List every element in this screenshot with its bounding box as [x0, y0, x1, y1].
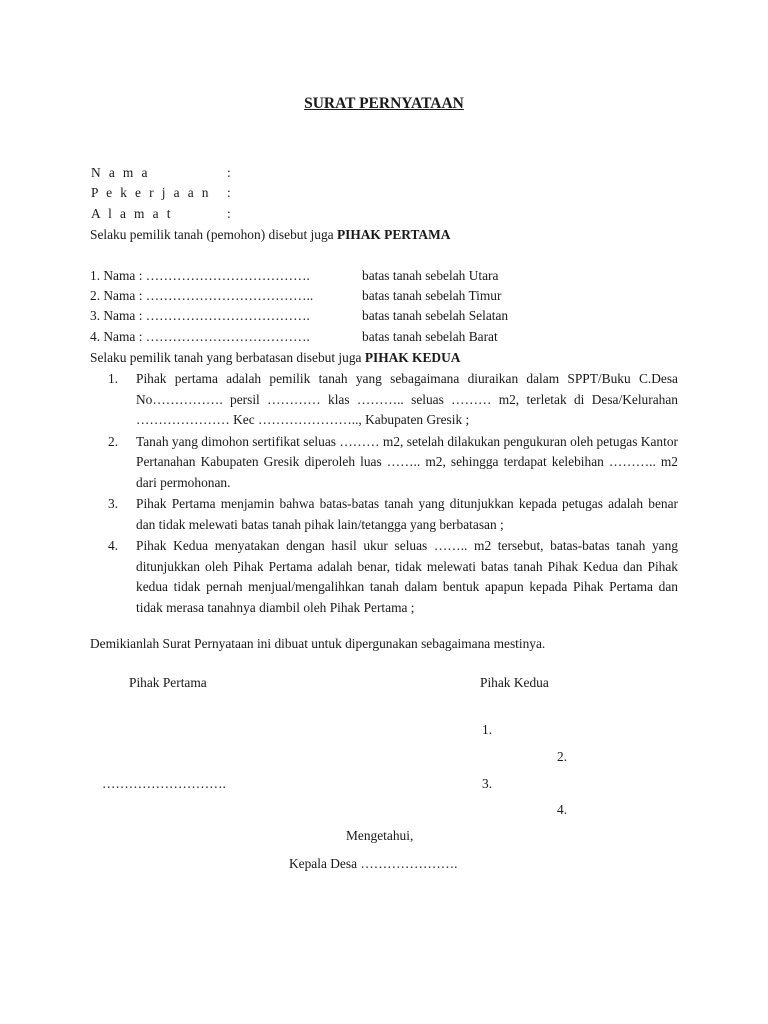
- second-party-signature-4: 4.: [557, 802, 568, 817]
- list-item-number: 4.: [108, 538, 119, 553]
- first-party-statement: [90, 225, 450, 246]
- identity-separator: :: [227, 185, 231, 200]
- list-item: [108, 536, 678, 618]
- neighbor-name: 1. Nama : ……………………………….: [90, 268, 310, 283]
- first-party-signature-line: ……………………….: [102, 776, 226, 791]
- neighbor-row-south: [90, 306, 508, 327]
- list-item-number: 2.: [108, 433, 119, 449]
- list-item-number: 3.: [108, 496, 119, 511]
- identity-label: N a m a: [91, 165, 150, 180]
- identity-row-nama: [91, 163, 231, 184]
- first-party-text: Selaku pemilik tanah (pemohon) disebut juga: [90, 227, 337, 242]
- list-item-text: Tanah yang dimohon sertifikat seluas ……… m2, setelah dilakukan pengukuran oleh petugas Kantor Pertanahan Kabupaten Gresik diperoleh luas …….. m2, sehingga terdapat kelebihan ……….. m2 dari permohonan.: [136, 433, 678, 490]
- neighbor-row-east: [90, 286, 501, 307]
- list-item-text: Pihak Kedua menyatakan dengan hasil ukur seluas …….. m2 tersebut, batas-batas tanah yang ditunjukkan oleh Pihak Pertama adalah benar, tidak melewati batas tanah Pihak Kedua dan Pihak kedua tidak pernah menjual/mengalihkan tanah dalam bentuk apapun kepada Pihak Pertama dan tidak merasa tanahnya diambil oleh Pihak Pertama ;: [136, 538, 678, 615]
- neighbor-boundary: batas tanah sebelah Barat: [362, 329, 498, 344]
- village-head-signature: Kepala Desa ………………….: [289, 856, 458, 871]
- neighbor-name: 2. Nama : ………………………………..: [90, 288, 314, 303]
- identity-label: A l a m a t: [91, 206, 173, 221]
- second-party-signature-1: 1.: [482, 722, 493, 737]
- list-item: [108, 494, 678, 535]
- identity-row-pekerjaan: [91, 183, 231, 204]
- neighbor-name: 3. Nama : ……………………………….: [90, 308, 310, 323]
- identity-separator: :: [227, 206, 231, 221]
- first-party-label: PIHAK PERTAMA: [336, 227, 451, 242]
- statement-points-list: [108, 369, 678, 618]
- second-party-signature-2: 2.: [557, 749, 568, 764]
- closing-statement: Demikianlah Surat Pernyataan ini dibuat untuk dipergunakan sebagaimana mestinya.: [90, 636, 546, 651]
- neighbor-row-north: [90, 266, 498, 287]
- list-item-text: Pihak pertama adalah pemilik tanah yang sebagaimana diuraikan dalam SPPT/Buku C.Desa No……………. persil ………… klas ……….. seluas ……… m2, terletak di Desa/Kelurahan ………………… Kec ………………….., Kabupaten Gresik ;: [136, 371, 678, 427]
- second-party-signature-label: Pihak Kedua: [480, 675, 549, 690]
- second-party-signature-3: 3.: [482, 776, 493, 791]
- identity-separator: :: [227, 165, 231, 180]
- list-item: [108, 432, 678, 494]
- neighbor-boundary: batas tanah sebelah Timur: [362, 288, 502, 303]
- second-party-label: PIHAK KEDUA: [364, 350, 461, 365]
- first-party-signature-label: Pihak Pertama: [129, 675, 207, 690]
- identity-row-alamat: [91, 204, 231, 225]
- neighbor-name: 4. Nama : ……………………………….: [90, 329, 310, 344]
- second-party-text: Selaku pemilik tanah yang berbatasan disebut juga: [90, 350, 365, 365]
- second-party-statement: [90, 348, 460, 369]
- identity-label: P e k e r j a a n: [91, 185, 211, 200]
- acknowledgement-label: Mengetahui,: [346, 828, 414, 843]
- neighbor-row-west: [90, 327, 498, 348]
- list-item-number: 1.: [108, 371, 119, 386]
- list-item: [108, 369, 678, 431]
- document-title: SURAT PERNYATAAN: [304, 95, 464, 112]
- neighbor-boundary: batas tanah sebelah Utara: [362, 268, 499, 283]
- neighbor-boundary: batas tanah sebelah Selatan: [362, 308, 509, 323]
- list-item-text: Pihak Pertama menjamin bahwa batas-batas tanah yang ditunjukkan kepada petugas adalah benar dan tidak melewati batas tanah pihak lain/tetangga yang berbatasan ;: [136, 496, 678, 532]
